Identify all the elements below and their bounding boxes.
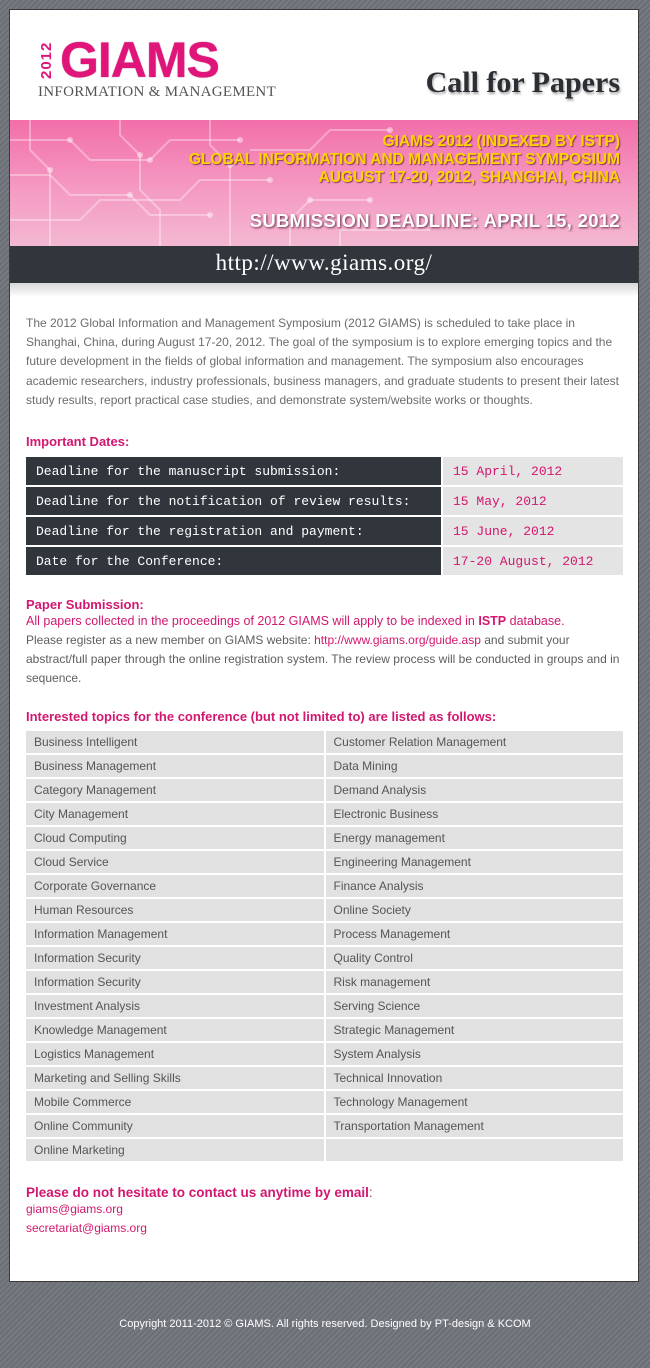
topic-row <box>26 995 623 1017</box>
submission-deadline: SUBMISSION DEADLINE: APRIL 15, 2012 <box>249 210 620 231</box>
event-banner <box>10 120 638 246</box>
contact-email-2[interactable]: secretariat@giams.org <box>26 1221 147 1236</box>
topic-cell: Investment Analysis <box>26 995 324 1017</box>
important-dates-heading: Important Dates: <box>26 434 130 450</box>
topic-cell: City Management <box>26 803 324 825</box>
istp-label: ISTP <box>478 614 507 629</box>
topic-row <box>26 947 623 969</box>
intro-paragraph: The 2012 Global Information and Management Symposium (2012 GIAMS) is scheduled to take place in Shanghai, China, during August 17-20, 2012. The goal of the symposium is to explore emerging topics and the future development in the fields of global information and management. The symposium also encourages academic researchers, industry professionals, business managers, and graduate students to present their latest study results, report practical case studies, and demonstrate system/website works or thoughts. <box>26 316 619 407</box>
topic-cell: Human Resources <box>26 899 324 921</box>
topic-cell: Electronic Business <box>326 803 624 825</box>
topic-cell: Technology Management <box>326 1091 624 1113</box>
contact-heading-colon: : <box>368 1184 373 1200</box>
topic-cell: Risk management <box>326 971 624 993</box>
topic-row <box>26 1019 623 1041</box>
logo-wordmark: GIAMS <box>60 32 219 88</box>
topic-cell: Data Mining <box>326 755 624 777</box>
topic-row <box>26 899 623 921</box>
topic-cell: Marketing and Selling Skills <box>26 1067 324 1089</box>
topic-cell <box>326 1139 624 1161</box>
topic-row <box>26 971 623 993</box>
date-label: Date for the Conference: <box>26 547 441 575</box>
topic-cell: Strategic Management <box>326 1019 624 1041</box>
topic-cell: Business Intelligent <box>26 731 324 753</box>
header <box>10 10 638 120</box>
topic-row <box>26 851 623 873</box>
guide-link[interactable]: http://www.giams.org/guide.asp <box>314 633 481 648</box>
date-row <box>26 517 623 545</box>
topic-cell: System Analysis <box>326 1043 624 1065</box>
topic-row <box>26 1115 623 1137</box>
date-label: Deadline for the registration and payment: <box>26 517 441 545</box>
banner-text <box>189 133 620 187</box>
divider-fade <box>10 283 638 297</box>
topic-row <box>26 731 623 753</box>
topic-cell: Information Security <box>26 971 324 993</box>
topic-row <box>26 827 623 849</box>
date-value: 15 April, 2012 <box>443 457 623 485</box>
submission-text-post: and submit your abstract/full paper through the online registration system. The review process will be conducted in groups and in sequence. <box>26 633 620 686</box>
topic-cell: Online Society <box>326 899 624 921</box>
indexing-note-post: database. <box>506 614 565 629</box>
indexing-note-pre: All papers collected in the proceedings of 2012 GIAMS will apply to be indexed in <box>26 614 479 629</box>
topic-cell: Mobile Commerce <box>26 1091 324 1113</box>
banner-line-1: GIAMS 2012 (INDEXED BY ISTP) <box>382 133 620 150</box>
topic-row <box>26 1139 623 1161</box>
topic-row <box>26 1043 623 1065</box>
topic-row <box>26 923 623 945</box>
website-url-bar[interactable]: http://www.giams.org/ <box>10 246 638 283</box>
giams-logo[interactable] <box>38 32 277 106</box>
topic-cell: Information Security <box>26 947 324 969</box>
date-value: 17-20 August, 2012 <box>443 547 623 575</box>
date-row <box>26 487 623 515</box>
topic-cell: Customer Relation Management <box>326 731 624 753</box>
topic-row <box>26 803 623 825</box>
topic-cell: Serving Science <box>326 995 624 1017</box>
date-label: Deadline for the notification of review results: <box>26 487 441 515</box>
contact-heading <box>26 1185 622 1200</box>
topic-cell: Energy management <box>326 827 624 849</box>
topic-cell: Business Management <box>26 755 324 777</box>
important-dates-table <box>24 455 625 577</box>
topic-row <box>26 779 623 801</box>
topic-cell: Online Marketing <box>26 1139 324 1161</box>
date-row <box>26 457 623 485</box>
topic-row <box>26 1091 623 1113</box>
topic-cell: Quality Control <box>326 947 624 969</box>
logo-subtitle: INFORMATION & MANAGEMENT <box>38 84 277 100</box>
date-label: Deadline for the manuscript submission: <box>26 457 441 485</box>
date-value: 15 June, 2012 <box>443 517 623 545</box>
topic-cell: Logistics Management <box>26 1043 324 1065</box>
topic-cell: Knowledge Management <box>26 1019 324 1041</box>
newsletter-card <box>9 9 639 1282</box>
date-row <box>26 547 623 575</box>
contact-heading-text: Please do not hesitate to contact us anytime by email <box>26 1184 369 1200</box>
logo-year: 2012 <box>38 41 55 79</box>
topic-row <box>26 875 623 897</box>
topic-cell: Process Management <box>326 923 624 945</box>
submission-text-pre: Please register as a new member on GIAMS website: <box>26 633 315 648</box>
topic-cell: Finance Analysis <box>326 875 624 897</box>
topic-cell: Online Community <box>26 1115 324 1137</box>
topics-table <box>24 729 625 1163</box>
topics-heading: Interested topics for the conference (but not limited to) are listed as follows: <box>26 708 497 724</box>
page-title: Call for Papers <box>425 66 620 99</box>
main-content <box>10 314 638 1239</box>
topic-cell: Cloud Service <box>26 851 324 873</box>
banner-line-3: AUGUST 17-20, 2012, SHANGHAI, CHINA <box>318 169 620 186</box>
topic-cell: Corporate Governance <box>26 875 324 897</box>
topic-cell: Cloud Computing <box>26 827 324 849</box>
topic-cell: Category Management <box>26 779 324 801</box>
paper-submission-heading: Paper Submission: <box>26 597 144 613</box>
submission-instructions <box>26 631 622 689</box>
topic-cell: Engineering Management <box>326 851 624 873</box>
topic-cell: Technical Innovation <box>326 1067 624 1089</box>
banner-line-2: GLOBAL INFORMATION AND MANAGEMENT SYMPOSIUM <box>188 151 620 168</box>
topic-cell: Information Management <box>26 923 324 945</box>
footer-copyright: Copyright 2011-2012 © GIAMS. All rights reserved. Designed by PT-design & KCOM <box>119 1318 531 1330</box>
topic-cell: Transportation Management <box>326 1115 624 1137</box>
topic-row <box>26 1067 623 1089</box>
indexing-note <box>26 612 622 631</box>
date-value: 15 May, 2012 <box>443 487 623 515</box>
contact-email-1[interactable]: giams@giams.org <box>26 1201 123 1216</box>
topic-cell: Demand Analysis <box>326 779 624 801</box>
topic-row <box>26 755 623 777</box>
